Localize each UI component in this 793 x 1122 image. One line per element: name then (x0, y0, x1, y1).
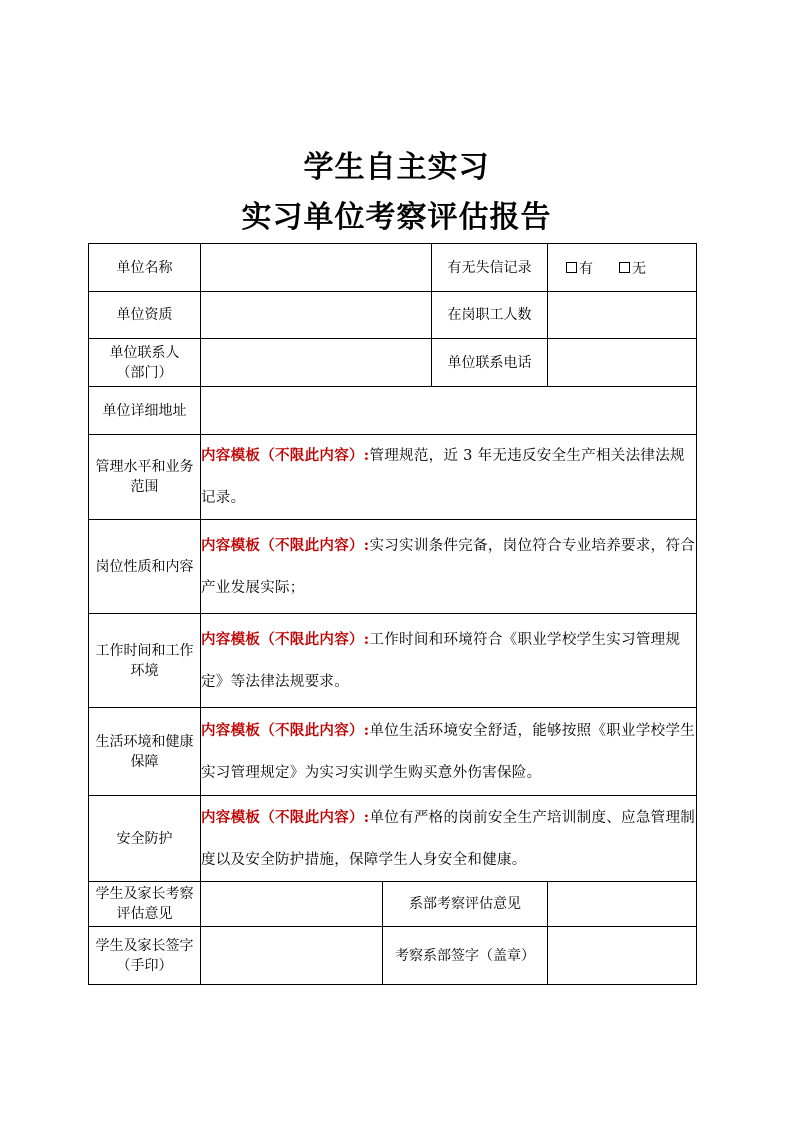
contact-person-label-line1: 单位联系人 (109, 344, 180, 361)
contact-person-field[interactable] (201, 339, 432, 387)
contact-phone-label: 单位联系电话 (432, 339, 548, 387)
checkbox-no[interactable] (619, 262, 630, 273)
dept-opinion-field[interactable] (548, 882, 697, 927)
row-content-safety[interactable] (201, 796, 697, 882)
row-label-living: 生活环境和健康保障 (89, 708, 201, 796)
staff-count-label: 在岗职工人数 (432, 292, 548, 339)
credit-record-options (548, 244, 697, 292)
template-prefix: 内容模板（不限此内容）: (201, 630, 370, 648)
row-label-worktime: 工作时间和工作环境 (89, 614, 201, 708)
dept-sign-field[interactable] (548, 927, 697, 985)
parent-sign-field[interactable] (201, 927, 383, 985)
option-yes[interactable] (566, 258, 593, 278)
template-prefix: 内容模板（不限此内容）: (201, 808, 370, 826)
staff-count-field[interactable] (548, 292, 697, 339)
qualification-label: 单位资质 (89, 292, 201, 339)
row-text-management: 管理规范，近 3 年无违反安全生产相关法律法规记录。 (201, 448, 685, 506)
row-text-worktime: 工作时间和环境符合《职业学校学生实习管理规定》等法律法规要求。 (201, 631, 681, 690)
row-content-position[interactable] (201, 520, 697, 614)
row-content-living[interactable] (201, 708, 697, 796)
checkbox-yes[interactable] (566, 262, 577, 273)
parent-opinion-field[interactable] (201, 882, 383, 927)
unit-name-field[interactable] (201, 244, 432, 292)
page-title: 学生自主实习 (303, 150, 490, 185)
template-prefix: 内容模板（不限此内容）: (201, 536, 370, 554)
row-content-management[interactable] (201, 435, 697, 520)
address-field[interactable] (201, 387, 697, 435)
dept-sign-label: 考察系部签字（盖章） (383, 927, 548, 985)
page-subtitle: 实习单位考察评估报告 (241, 200, 552, 235)
parent-sign-label: 学生及家长签字（手印） (89, 927, 201, 985)
template-prefix: 内容模板（不限此内容）: (201, 447, 370, 464)
template-prefix: 内容模板（不限此内容）: (201, 721, 370, 739)
row-text-safety: 单位有严格的岗前安全生产培训制度、应急管理制度以及安全防护措施，保障学生人身安全和健康。 (201, 809, 696, 868)
unit-name-label: 单位名称 (89, 244, 201, 292)
qualification-field[interactable] (201, 292, 432, 339)
parent-opinion-label: 学生及家长考察评估意见 (89, 882, 201, 927)
row-text-position: 实习实训条件完备，岗位符合专业培养要求，符合产业发展实际； (201, 537, 696, 596)
address-label: 单位详细地址 (89, 387, 201, 435)
row-label-management: 管理水平和业务范围 (89, 435, 201, 520)
credit-record-label: 有无失信记录 (432, 244, 548, 292)
option-yes-label: 有 (579, 260, 593, 277)
option-no-label: 无 (632, 260, 646, 277)
contact-person-label-line2: （部门） (116, 364, 173, 381)
contact-phone-field[interactable] (548, 339, 697, 387)
row-label-safety: 安全防护 (89, 796, 201, 882)
option-no[interactable] (619, 258, 646, 278)
contact-person-label (89, 339, 201, 387)
dept-opinion-label: 系部考察评估意见 (383, 882, 548, 927)
evaluation-form-table (88, 243, 697, 985)
row-content-worktime[interactable] (201, 614, 697, 708)
row-label-position: 岗位性质和内容 (89, 520, 201, 614)
row-text-living: 单位生活环境安全舒适，能够按照《职业学校学生实习管理规定》为实习实训学生购买意外伤害保险。 (201, 722, 696, 781)
